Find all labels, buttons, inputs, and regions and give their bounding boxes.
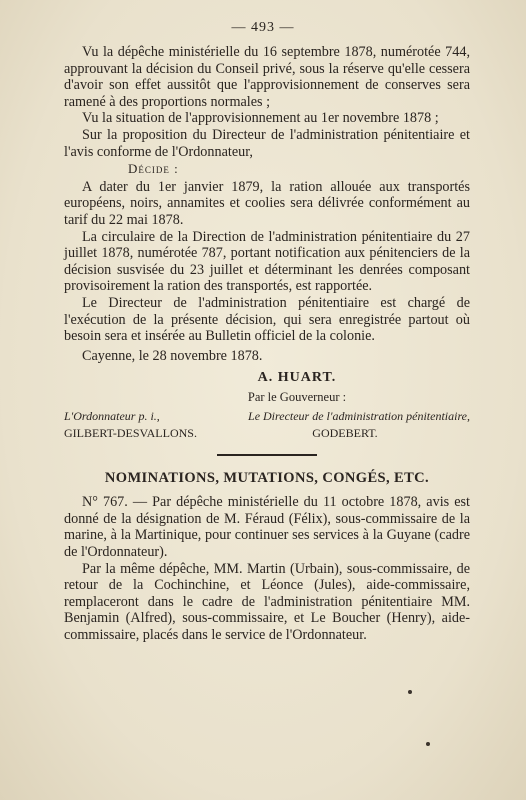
section-title: NOMINATIONS, MUTATIONS, CONGÉS, ETC. [104, 469, 430, 486]
paragraph-circulaire: La circulaire de la Direction de l'administration pénitentiaire du 27 juillet 1878, numérotée 787, portant notification aux pénitenciers de la décision susvisée du 23 juillet et déterminant les denrées composant provisoirement la ration des transportés, est rapportée. [64, 228, 470, 295]
directeur-title: Le Directeur de l'administration pénitentiaire, [248, 409, 470, 424]
governor-signature: A. HUART. [257, 370, 337, 386]
paragraph-proposition: Sur la proposition du Directeur de l'administration pénitentiaire et l'avis conforme de l'Ordonnateur, [64, 126, 470, 160]
paragraph-execution: Le Directeur de l'administration pénitentiaire est chargé de l'exécution de la présente décision, qui sera enregistrée partout où besoin sera et insérée au Bulletin officiel de la colonie. [64, 294, 470, 345]
ordonnateur-name: GILBERT-DESVALLONS. [64, 426, 197, 441]
par-le-gouverneur: Par le Gouverneur : [247, 389, 347, 404]
paragraph-n767: N° 767. — Par dépêche ministérielle du 11 octobre 1878, avis est donné de la désignation de M. Féraud (Félix), sous-commissaire de la marine, à la Martinique, pour continuer ses services à la Guyane (cadre de l'Ordonnateur). [64, 494, 470, 561]
decide-heading: Décide : [128, 161, 179, 177]
directeur-name: GODEBERT. [312, 426, 378, 441]
section-divider [217, 454, 317, 456]
paragraph-vu-situation: Vu la situation de l'approvisionnement au 1er novembre 1878 ; [82, 110, 439, 127]
paragraph-ration: A dater du 1er janvier 1879, la ration allouée aux transportés européens, noirs, annamites et coolies sera délivrée conformément au tarif du 22 mai 1878. [64, 178, 470, 228]
ordonnateur-block [64, 408, 214, 441]
ink-speck [426, 742, 430, 746]
page-number: — 493 — [231, 20, 295, 35]
ink-speck [408, 690, 412, 694]
document-body [64, 44, 470, 644]
paragraph-vu-depeche: Vu la dépêche ministérielle du 16 septembre 1878, numérotée 744, approuvant la décision du Conseil privé, sous la réserve qu'elle cessera d'avoir son effet aussitôt que l'approvisionnement de conserves sera ramené à des proportions normales ; [64, 44, 470, 110]
signature-date: Cayenne, le 28 novembre 1878. [82, 347, 263, 364]
countersignatures [64, 408, 470, 441]
ordonnateur-title: L'Ordonnateur p. i., [64, 409, 160, 424]
paragraph-meme-depeche: Par la même dépêche, MM. Martin (Urbain), sous-commissaire, de retour de la Cochinchine, et Léonce (Jules), aide-commissaire, remplaceront dans le cadre de l'administration pénitentiaire MM. Benjamin (Alfred), sous-commissaire, et Le Boucher (Henry), aide-commissaire, placés dans le service de l'Ordonnateur. [64, 560, 470, 643]
directeur-block [220, 408, 470, 441]
